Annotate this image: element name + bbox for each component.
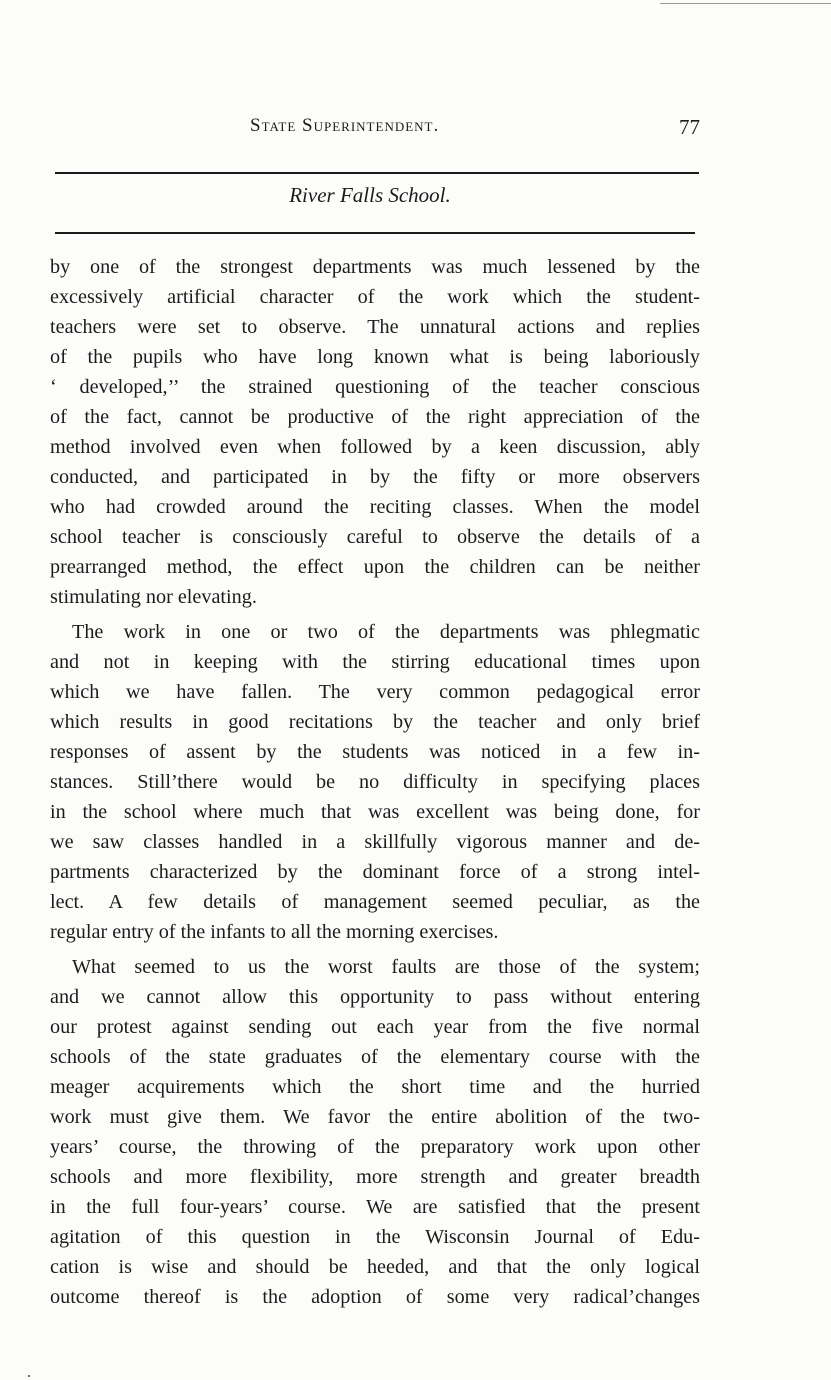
- text-line: conducted, and participated in by the fifty or more observers: [50, 466, 700, 488]
- scan-edge-line: [660, 3, 831, 4]
- text-line: regular entry of the infants to all the morning exercises.: [50, 921, 499, 943]
- paragraph-2: [50, 617, 700, 947]
- text-line: of the fact, cannot be productive of the right appreciation of the: [50, 406, 700, 428]
- text-line: we saw classes handled in a skillfully vigorous manner and de-: [50, 831, 700, 853]
- text-line: meager acquirements which the short time and the hurried: [50, 1076, 700, 1098]
- text-line: lect. A few details of management seemed peculiar, as the: [50, 891, 700, 913]
- paragraph-1: [50, 252, 700, 612]
- text-line: who had crowded around the reciting classes. When the model: [50, 496, 700, 518]
- text-line: stimulating nor elevating.: [50, 586, 257, 608]
- text-line: partments characterized by the dominant force of a strong intel-: [50, 861, 700, 883]
- text-line: which we have fallen. The very common pedagogical error: [50, 681, 700, 703]
- text-line: work must give them. We favor the entire abolition of the two-: [50, 1106, 700, 1128]
- body-text: [50, 252, 700, 1312]
- text-line: teachers were set to observe. The unnatural actions and replies: [50, 316, 700, 338]
- text-line: in the full four-years’ course. We are satisfied that the present: [50, 1196, 700, 1218]
- text-line: and we cannot allow this opportunity to pass without entering: [50, 986, 700, 1008]
- text-line: of the pupils who have long known what is being laboriously: [50, 346, 700, 368]
- text-line: and not in keeping with the stirring educational times upon: [50, 651, 700, 673]
- text-line: by one of the strongest departments was much lessened by the: [50, 256, 700, 278]
- text-line: stances. Still’there would be no difficulty in specifying places: [50, 771, 700, 793]
- header-rule-bottom: [55, 232, 695, 234]
- text-line: What seemed to us the worst faults are those of the system;: [72, 956, 700, 978]
- scan-speck: [28, 1375, 30, 1377]
- section-title: River Falls School.: [289, 183, 451, 207]
- text-line: ‘ developed,’’ the strained questioning of the teacher conscious: [50, 376, 700, 398]
- text-line: cation is wise and should be heeded, and that the only logical: [50, 1256, 700, 1278]
- text-line: excessively artificial character of the work which the student-: [50, 286, 700, 308]
- text-line: our protest against sending out each year from the five normal: [50, 1016, 700, 1038]
- text-line: schools of the state graduates of the elementary course with the: [50, 1046, 700, 1068]
- text-line: method involved even when followed by a keen discussion, ably: [50, 436, 700, 458]
- page-header: [0, 115, 831, 145]
- running-title: State Superintendent.: [250, 115, 440, 136]
- text-line: outcome thereof is the adoption of some very radical’changes: [50, 1286, 700, 1308]
- page-number: 77: [679, 115, 700, 139]
- header-rule-top: [55, 172, 699, 174]
- text-line: responses of assent by the students was noticed in a few in-: [50, 741, 700, 763]
- text-line: prearranged method, the effect upon the children can be neither: [50, 556, 700, 578]
- text-line: agitation of this question in the Wisconsin Journal of Edu-: [50, 1226, 700, 1248]
- text-line: schools and more flexibility, more strength and greater breadth: [50, 1166, 700, 1188]
- text-line: years’ course, the throwing of the preparatory work upon other: [50, 1136, 700, 1158]
- text-line: in the school where much that was excellent was being done, for: [50, 801, 700, 823]
- text-line: The work in one or two of the departments was phlegmatic: [72, 621, 700, 643]
- text-line: school teacher is consciously careful to observe the details of a: [50, 526, 700, 548]
- paragraph-3: [50, 952, 700, 1312]
- text-line: which results in good recitations by the teacher and only brief: [50, 711, 700, 733]
